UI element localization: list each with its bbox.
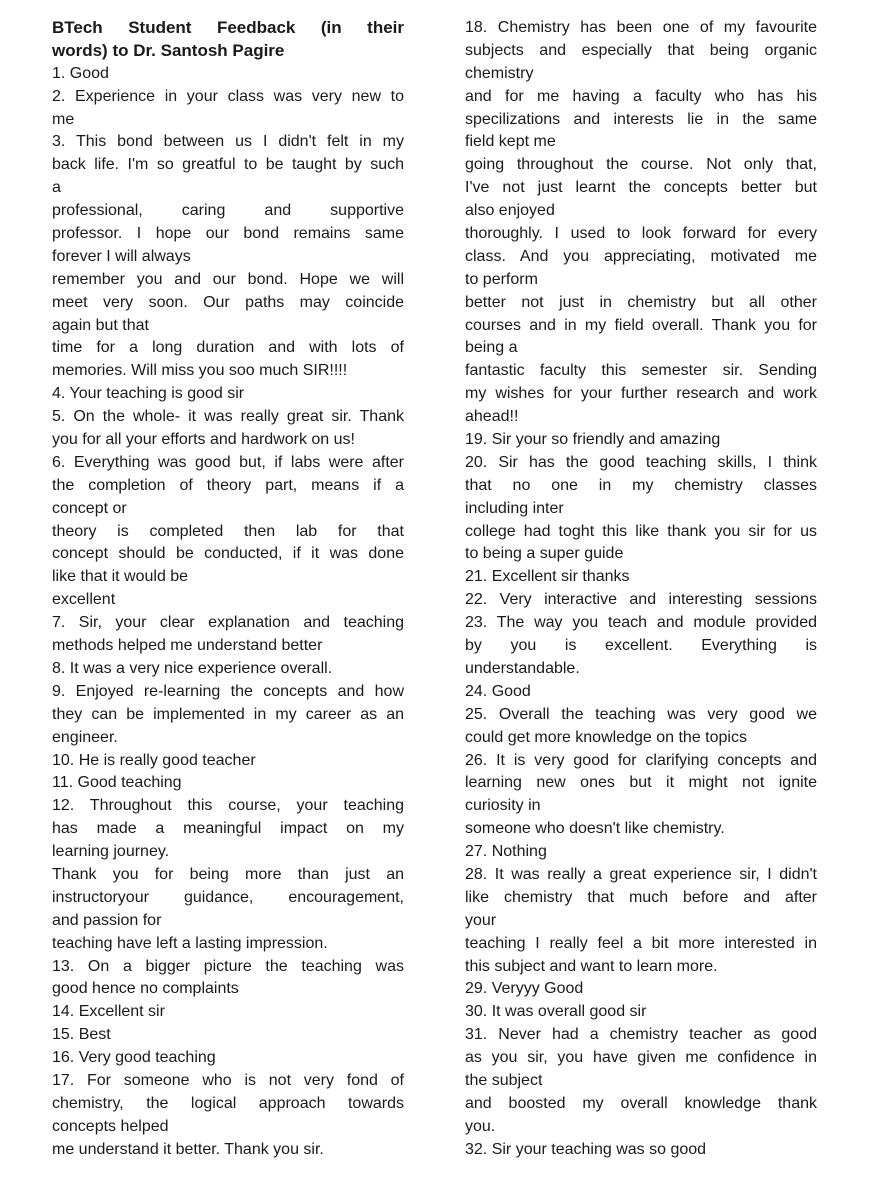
feedback-line: your <box>465 911 497 929</box>
feedback-line: 13. On a bigger picture the teaching was <box>52 957 404 975</box>
feedback-line: 32. Sir your teaching was so good <box>465 1140 707 1158</box>
feedback-line: a <box>52 179 61 197</box>
feedback-line: remember you and our bond. Hope we will <box>52 270 404 288</box>
feedback-line: my wishes for your further research and work <box>465 385 817 403</box>
feedback-line: 20. Sir has the good teaching skills, I think <box>465 453 817 471</box>
left-column <box>52 17 404 1162</box>
document-title-line-1: BTech Student Feedback (in their <box>52 18 404 37</box>
feedback-line: me understand it better. Thank you sir. <box>52 1140 324 1158</box>
feedback-line: 3. This bond between us I didn't felt in my <box>52 133 404 151</box>
feedback-line: subjects and especially that being organic <box>465 41 817 59</box>
feedback-line: me <box>52 110 75 128</box>
feedback-line: thoroughly. I used to look forward for every <box>465 225 817 243</box>
feedback-line: including inter <box>465 499 564 517</box>
feedback-line: fantastic faculty this semester sir. Sending <box>465 362 817 380</box>
feedback-line: 27. Nothing <box>465 843 547 861</box>
feedback-line: 1. Good <box>52 64 109 82</box>
feedback-line: by you is excellent. Everything is <box>465 637 817 655</box>
feedback-line: 26. It is very good for clarifying concepts and <box>465 751 817 769</box>
feedback-line: that no one in my chemistry classes <box>465 476 817 494</box>
feedback-line: like chemistry that much before and after <box>465 888 817 906</box>
feedback-line: engineer. <box>52 728 118 746</box>
feedback-line: as you sir, you have given me confidence in <box>465 1049 817 1067</box>
feedback-line: field kept me <box>465 133 556 151</box>
feedback-line: college had toght this like thank you sir for us <box>465 522 817 540</box>
feedback-line: to perform <box>465 270 538 288</box>
feedback-line: 5. On the whole- it was really great sir. Thank <box>52 408 404 426</box>
feedback-line: good hence no complaints <box>52 980 239 998</box>
feedback-line: 11. Good teaching <box>52 774 182 792</box>
feedback-line: professor. I hope our bond remains same <box>52 225 404 243</box>
feedback-line: 8. It was a very nice experience overall. <box>52 659 333 677</box>
feedback-line: 7. Sir, your clear explanation and teaching <box>52 614 404 632</box>
feedback-line: learning journey. <box>52 843 170 861</box>
feedback-line: 31. Never had a chemistry teacher as good <box>465 1026 817 1044</box>
feedback-line: understandable. <box>465 659 580 677</box>
feedback-line: the subject <box>465 1071 543 1089</box>
feedback-line: back life. I'm so greatful to be taught by such <box>52 156 404 174</box>
feedback-line: 2. Experience in your class was very new to <box>52 87 404 105</box>
feedback-line: forever I will always <box>52 247 191 265</box>
feedback-line: chemistry <box>465 64 534 82</box>
feedback-line: 15. Best <box>52 1026 111 1044</box>
feedback-line: memories. Will miss you soo much SIR!!!! <box>52 362 348 380</box>
feedback-line: 18. Chemistry has been one of my favourite <box>465 19 817 36</box>
feedback-line: professional, caring and supportive <box>52 202 404 220</box>
document-title-line-2: words) to Dr. Santosh Pagire <box>52 40 285 60</box>
feedback-line: could get more knowledge on the topics <box>465 728 747 746</box>
feedback-line: specilizations and interests lie in the same <box>465 110 817 128</box>
feedback-line: 14. Excellent sir <box>52 1003 165 1021</box>
feedback-line: the completion of theory part, means if a <box>52 476 404 494</box>
feedback-line: being a <box>465 339 518 357</box>
feedback-line: 4. Your teaching is good sir <box>52 385 245 403</box>
feedback-line: I've not just learnt the concepts better but <box>465 179 817 197</box>
feedback-line: again but that <box>52 316 149 334</box>
feedback-line: concepts helped <box>52 1117 169 1135</box>
feedback-line: going throughout the course. Not only that, <box>465 156 817 174</box>
feedback-line: ahead!! <box>465 408 519 426</box>
feedback-line: 28. It was really a great experience sir, I didn't <box>465 865 817 883</box>
feedback-line: also enjoyed <box>465 202 555 220</box>
feedback-line: this subject and want to learn more. <box>465 957 718 975</box>
feedback-line: teaching I really feel a bit more interested in <box>465 934 817 952</box>
feedback-line: 16. Very good teaching <box>52 1049 216 1067</box>
feedback-line: teaching have left a lasting impression. <box>52 934 328 952</box>
feedback-line: you for all your efforts and hardwork on us! <box>52 431 355 449</box>
feedback-line: they can be implemented in my career as an <box>52 705 404 723</box>
feedback-line: class. And you appreciating, motivated me <box>465 247 817 265</box>
feedback-line: 9. Enjoyed re-learning the concepts and how <box>52 682 404 700</box>
feedback-line: Thank you for being more than just an <box>52 865 404 883</box>
feedback-line: chemistry, the logical approach towards <box>52 1094 404 1112</box>
feedback-line: theory is completed then lab for that <box>52 522 404 540</box>
feedback-line: 21. Excellent sir thanks <box>465 568 630 586</box>
feedback-line: learning new ones but it might not ignite <box>465 774 817 792</box>
feedback-line: 30. It was overall good sir <box>465 1003 647 1021</box>
feedback-line: 23. The way you teach and module provided <box>465 614 817 632</box>
feedback-line: time for a long duration and with lots of <box>52 339 404 357</box>
feedback-line: methods helped me understand better <box>52 637 323 655</box>
feedback-line: 17. For someone who is not very fond of <box>52 1071 404 1089</box>
feedback-line: like that it would be <box>52 568 189 586</box>
feedback-line: concept should be conducted, if it was done <box>52 545 404 563</box>
feedback-line: and passion for <box>52 911 162 929</box>
feedback-line: has made a meaningful impact on my <box>52 820 404 838</box>
feedback-line: 22. Very interactive and interesting sessions <box>465 591 817 609</box>
feedback-line: 24. Good <box>465 682 531 700</box>
feedback-line: and for me having a faculty who has his <box>465 87 817 105</box>
feedback-line: curiosity in <box>465 797 541 815</box>
feedback-line: courses and in my field overall. Thank you for <box>465 316 817 334</box>
feedback-line: instructoryour guidance, encouragement, <box>52 888 404 906</box>
feedback-line: 29. Veryyy Good <box>465 980 584 998</box>
feedback-line: to being a super guide <box>465 545 624 563</box>
feedback-line: 10. He is really good teacher <box>52 751 256 769</box>
feedback-line: 19. Sir your so friendly and amazing <box>465 431 721 449</box>
feedback-line: better not just in chemistry but all other <box>465 293 817 311</box>
feedback-line: meet very soon. Our paths may coincide <box>52 293 404 311</box>
right-column <box>465 17 817 1162</box>
feedback-line: 25. Overall the teaching was very good we <box>465 705 817 723</box>
feedback-line: 12. Throughout this course, your teaching <box>52 797 404 815</box>
feedback-line: you. <box>465 1117 496 1135</box>
feedback-line: concept or <box>52 499 127 517</box>
feedback-line: someone who doesn't like chemistry. <box>465 820 725 838</box>
feedback-line: excellent <box>52 591 116 609</box>
feedback-line: 6. Everything was good but, if labs were after <box>52 453 404 471</box>
feedback-line: and boosted my overall knowledge thank <box>465 1094 817 1112</box>
